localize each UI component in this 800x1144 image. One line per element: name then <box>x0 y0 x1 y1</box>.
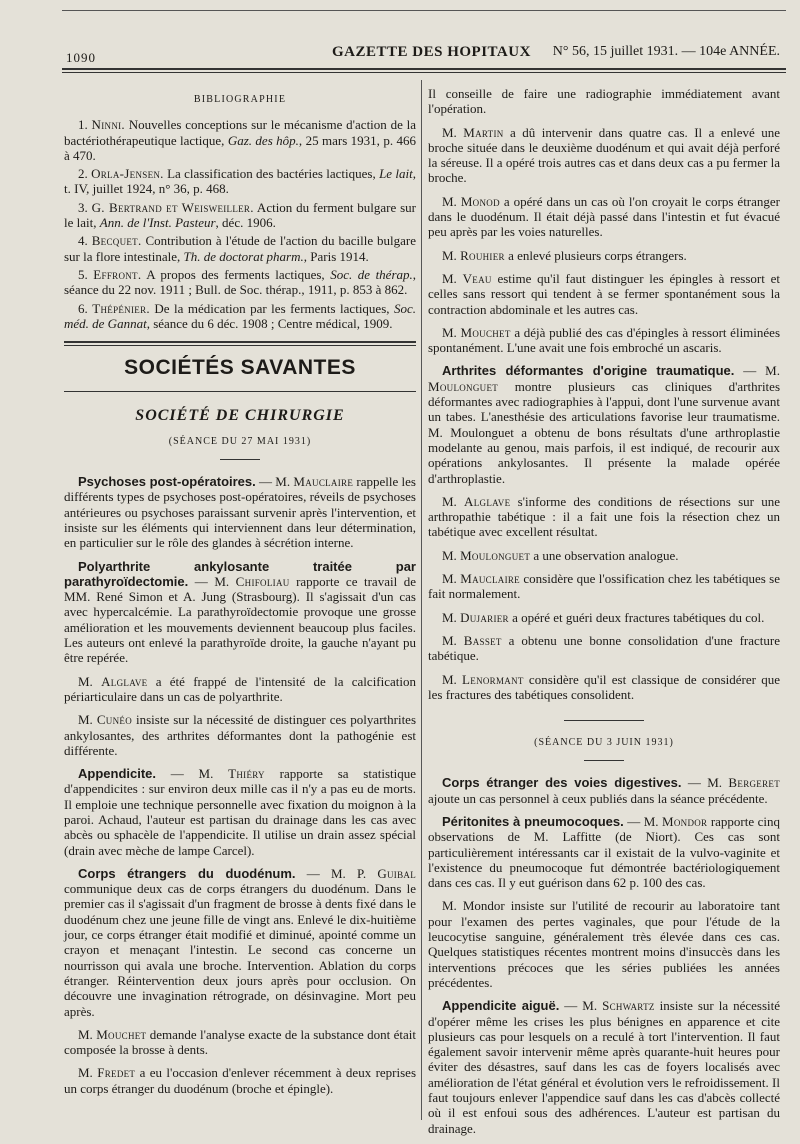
short-rule-2 <box>584 760 624 761</box>
comment-rouhier: M. Rouhier a enlevé plusieurs corps étrangers. <box>442 247 687 263</box>
article-appendicite-aigue: Appendicite aiguë. — M. Schwartz insiste sur la nécessité d'opérer même les crises les plus bénignes en apparence et cite plusieurs cas pour lesquels on a reculé à tort l'intervention. Il faut également savoir intervenir même après quarante-huit heures pour éviter des désastres, sauf dans les cas de foyers localisés avec amélioration de l'état général et évolution vers le refroidissement. Il faut toujours enlever l'appendice sauf dans les cas d'abcès collecté où il est enfoui sous des adhérences. L'auteur est partisan du drainage. <box>428 998 781 1136</box>
comment-mauclaire: M. Mauclaire considère que l'ossification chez les tabétiques se fait normalement. <box>428 571 780 602</box>
bib-entry-4: 4. Becquet. Contribution à l'étude de l'action du bacille bulgare sur la flore intestinale, Th. de doctorat pharm., Paris 1914. <box>64 233 417 264</box>
comment-alglave: M. Alglave a été frappé de l'intensité de la calcification périarticulaire dans un cas de polyarthrite. <box>64 673 417 704</box>
societes-rule <box>64 391 416 392</box>
comment-mouchet-2: M. Mouchet a déjà publié des cas d'épingles à ressort éliminées spontanément. L'une avait une fois embroché un ascaris. <box>428 324 780 356</box>
societes-savantes-heading: SOCIÉTÉS SAVANTES <box>124 356 356 380</box>
header-rule-thin <box>62 72 786 73</box>
comment-monod: M. Monod a opéré dans un cas où l'on croyait le corps étranger dans le duodénum. Il était déjà passé dans l'intestin et fut évacué peu après par les voies naturelles. <box>428 193 781 240</box>
comment-fredet: M. Fredet a eu l'occasion d'enlever récemment à deux reprises un corps étranger du duodénum (broche et épingle). <box>64 1065 416 1096</box>
comment-mouchet: M. Mouchet demande l'analyse exacte de la substance dont était composée la brosse à dents. <box>64 1026 417 1058</box>
comment-cuneo: M. Cunéo insiste sur la nécessité de distinguer ces polyarthrites ankylosantes, des arthrites déformantes dont la pathogénie est différente. <box>64 712 417 758</box>
comment-veau: M. Veau estime qu'il faut distinguer les épingles à ressort et celles sans ressort qui tendent à se fermer spontanément sous la contraction abdominale et les autres cas. <box>428 270 780 317</box>
page-number: 1090 <box>66 50 96 65</box>
article-arthrites: Arthrites déformantes d'origine traumatique. — M. Moulonguet montre plusieurs cas cliniques d'arthrites déformantes avec radiographies à l'appui, dont l'une survenue avant un tabes. L'anesthésie des articulations favorise leur traumatisme. M. Moulonguet a obtenu de bons résultats d'une arthroplastie modelante au genou, mais parfois, il est indiqué, de recourir aux opérations ankylosantes. Il présente la malade opérée d'arthroplastie. <box>428 363 780 486</box>
section-rule <box>64 341 416 343</box>
bib-entry-6: 6. Thépénier. De la médication par les ferments lactiques, Soc. méd. de Gannat, séance du 6 déc. 1908 ; Centre médical, 1909. <box>64 300 417 331</box>
comment-lenormant: M. Lenormant considère qu'il est classique de considérer que les fractures des tabétiques consolident. <box>428 671 780 702</box>
left-column <box>64 86 416 1104</box>
bib-entry-5: 5. Effront. A propos des ferments lactiques, Soc. de thérap., séance du 22 nov. 1911 ; Bull. de Soc. thérap., 1911, p. 853 à 862. <box>64 266 417 298</box>
bib-entry-1: 1. Ninni. Nouvelles conceptions sur le mécanisme d'action de la bactériothérapeutique lactique, Gaz. des hôp., 25 mars 1931, p. 466 à 470. <box>64 117 416 163</box>
top-border <box>62 10 786 11</box>
bib-entry-2: 2. Orla-Jensen. La classification des bactéries lactiques, Le lait, t. IV, juillet 1924, n° 36, p. 468. <box>64 166 416 197</box>
column-separator <box>421 80 422 1120</box>
seance-date-2: (SÉANCE DU 3 JUIN 1931) <box>534 737 674 749</box>
comment-dujarier: M. Dujarier a opéré et guéri deux fractures tabétiques du col. <box>442 609 765 625</box>
header-rule <box>62 68 786 70</box>
article-corps-etranger-voies: Corps étranger des voies digestives. — M. Bergeret ajoute un cas personnel à ceux publiés dans la séance précédente. <box>428 775 780 806</box>
seance-date: (SÉANCE DU 27 MAI 1931) <box>168 435 312 447</box>
article-appendicite: Appendicite. — M. Thiéry rapporte sa statistique d'appendicites : sur environ deux mille cas il n'y a pas eu de morts. Il emploie une technique personnelle avec fixation du moignon à la paroi. Achaud, l'auteur est partisan du drainage dans les cas avec abcès ou sphacèle de l'appendicite. Il utilise un drain assez spécial (drain avec mèche de lampe Carcel). <box>64 766 416 858</box>
comment-moulonguet: M. Moulonguet a une observation analogue. <box>442 547 679 563</box>
bib-entry-3: 3. G. Bertrand et Weisweiller. Action du ferment bulgare sur le lait, Ann. de l'Inst. Pasteur, déc. 1906. <box>64 199 416 231</box>
article-psychoses: Psychoses post-opératoires. — M. Mauclaire rappelle les différents types de psychoses post-opératoires, réveils de psychoses antérieures ou psychoses paraissant survenir après l'intervention, et insiste sur les éléments qui interviennent dans leur détermination, en particulier sur le rôle des glandes à sécrétion interne. <box>64 474 416 551</box>
comment-basset: M. Basset a obtenu une bonne consolidation d'une fracture tabétique. <box>428 632 781 664</box>
article-polyarthrite: Polyarthrite ankylosante traitée par parathyroïdectomie. — M. Chifoliau rapporte ce travail de MM. René Simon et A. Jung (Strasbourg). Il s'agissait d'un cas avec hypercalcémie. La parathyroïdectomie provoque une grosse amélioration et les mouvements deviennent beaucoup plus faciles. Les auteurs ont enlevé la parathyroïde droite, la gauche n'ayant pu être repérée. <box>64 558 416 666</box>
comment-martin: M. Martin a dû intervenir dans quatre cas. Il a enlevé une broche située dans le deuxième duodénum et qui avait déjà perforé la séreuse. Il a opéré trois autres cas et dans deux cas a pu fermer la broche. <box>428 124 780 186</box>
right-column <box>428 86 780 1144</box>
journal-title: GAZETTE DES HOPITAUX <box>332 44 531 60</box>
bibliography-heading: BIBLIOGRAPHIE <box>193 94 287 105</box>
short-rule <box>220 459 260 460</box>
issue-info: N° 56, 15 juillet 1931. — 104e ANNÉE. <box>552 44 780 59</box>
article-corps-etrangers: Corps étrangers du duodénum. — M. P. Guibal communique deux cas de corps étrangers du duodénum. Dans le premier cas il s'agissait d'un fragment de brosse à dents fixé dans le duodénum chez une jeune fille de vingt ans. Enlevé le dix-huitième jour, ce corps étranger était modifié et diminué, apointé comme un crayon et menaçant l'intestin. Le second cas concerne un nourrisson qui avala une broche. Intervention. Ablation du corps étranger. Réintervention deux jours après pour occlusion. On découvre une invagination rétrograde, on désinvagine. Mort peu après. <box>64 865 416 1019</box>
article-peritonites: Péritonites à pneumocoques. — M. Mondor rapporte cinq observations de M. Laffitte (de Niort). Ces cas sont particulièrement intéressants car il existait de la vulvo-vaginite et l'existence du pneumocoque fut démontrée bactériologiquement dans ces cas. Il y eut guérison dans 62 p. 100 des cas. <box>428 813 780 891</box>
page-header <box>62 40 780 66</box>
comment-alglave-2: M. Alglave s'informe des conditions de résections sur une arthropathie tabétique : il a fait une fois la résection chez un tabétique avec excellent résultat. <box>428 493 780 540</box>
session-rule <box>564 720 644 721</box>
comment-fredet-cont: Il conseille de faire une radiographie immédiatement avant l'opération. <box>428 86 780 117</box>
comment-mondor: M. Mondor insiste sur l'utilité de recourir au laboratoire tant pour l'examen des pertes vaginales, que pour l'étude de la leucocytise sanguine, généralement très élevée dans ces cas. Quelques statistiques récentes montrent moins d'insuccès dans les interventions précoces que les séries publiées les années précédentes. <box>428 898 780 990</box>
societe-chirurgie-heading: SOCIÉTÉ DE CHIRURGIE <box>135 407 345 425</box>
section-rule-thin <box>64 345 416 346</box>
